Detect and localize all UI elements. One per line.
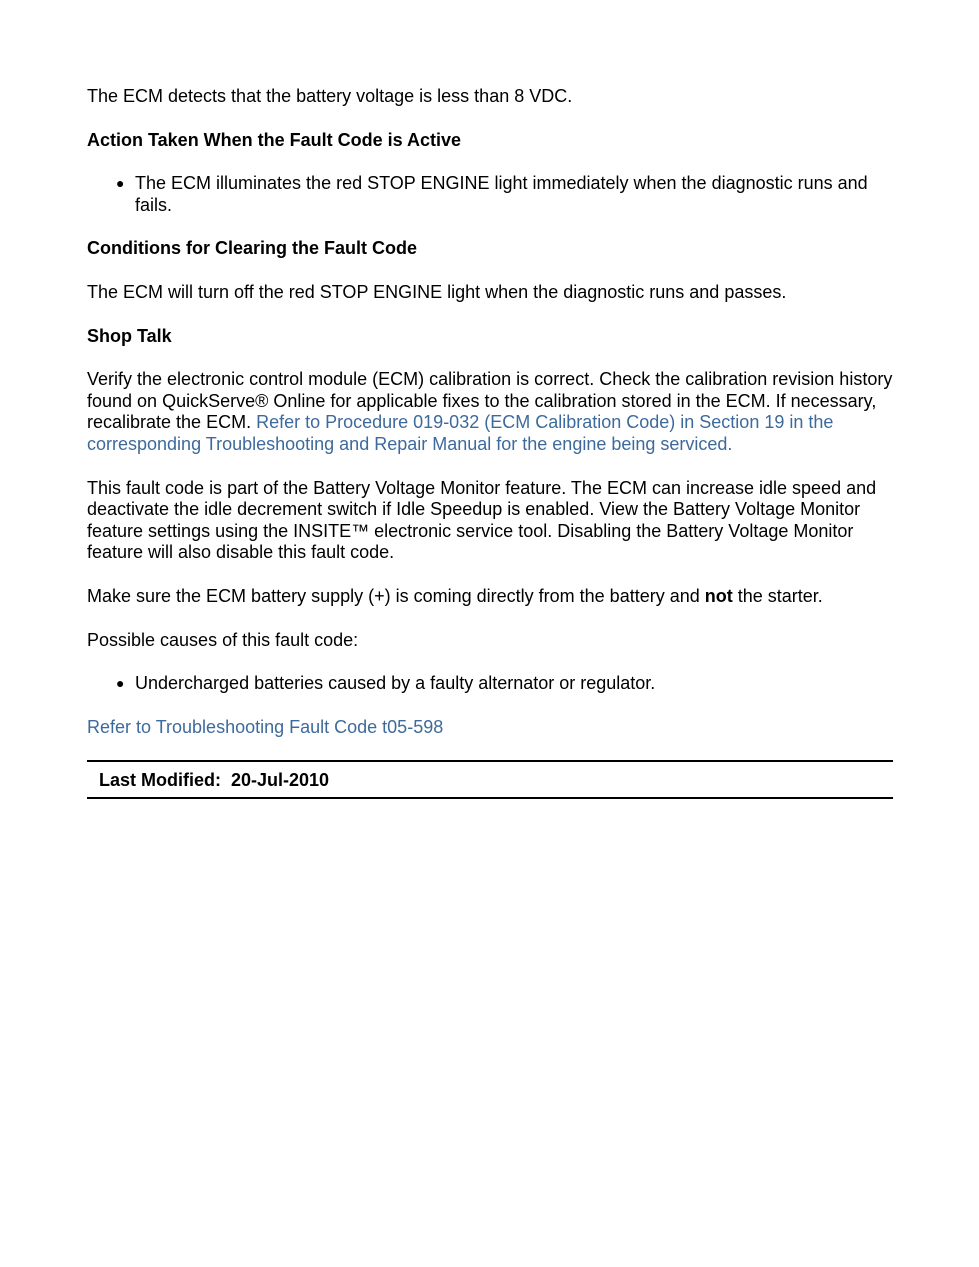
intro-text: The ECM detects that the battery voltage is less than 8 VDC.: [87, 86, 573, 106]
troubleshooting-link[interactable]: Refer to Troubleshooting Fault Code t05-598: [87, 716, 444, 737]
battery-supply-paragraph: [87, 586, 893, 608]
list-item: [87, 173, 893, 216]
calibration-paragraph: [87, 369, 893, 455]
bullet-icon: ●: [116, 175, 125, 192]
clearing-text: The ECM will turn off the red STOP ENGINE light when the diagnostic runs and passes.: [87, 281, 787, 302]
battery-monitor-paragraph: This fault code is part of the Battery Voltage Monitor feature. The ECM can increase idle speed and deactivate the idle decrement switch if Idle Speedup is enabled. View the Battery Voltage Monitor feature settings using the INSITE™ electronic service tool. Disabling the Battery Voltage Monitor feature will also disable this fault code.: [87, 477, 877, 563]
document-page: [87, 86, 893, 799]
shop-talk-heading: Shop Talk: [87, 325, 172, 346]
supply-text-bold: not: [704, 585, 733, 606]
causes-intro: Possible causes of this fault code:: [87, 629, 359, 650]
list-item: [87, 673, 893, 695]
last-modified-label: Last Modified:: [99, 770, 221, 791]
last-modified-date: 20-Jul-2010: [231, 770, 330, 791]
action-item-text: The ECM illuminates the red STOP ENGINE light immediately when the diagnostic runs and fails.: [135, 173, 868, 215]
procedure-link[interactable]: Refer to Procedure 019-032 (ECM Calibration Code) in Section 19 in the corresponding Troubleshooting and Repair Manual for the engine being serviced.: [87, 412, 834, 454]
causes-list: [87, 673, 893, 695]
supply-text-after: the starter.: [732, 585, 823, 606]
cause-item-text: Undercharged batteries caused by a faulty alternator or regulator.: [135, 673, 656, 694]
bullet-icon: ●: [116, 675, 125, 692]
supply-text-before: Make sure the ECM battery supply (+) is coming directly from the battery and: [87, 585, 705, 606]
calibration-text: Verify the electronic control module (ECM) calibration is correct. Check the calibration revision history found on QuickServe® Online for applicable fixes to the calibration stored in the ECM. If necessary, recalibrate the ECM.: [87, 369, 893, 433]
action-list: [87, 173, 893, 216]
action-heading: Action Taken When the Fault Code is Active: [87, 129, 462, 150]
last-modified-bar: [87, 760, 893, 799]
clearing-heading: Conditions for Clearing the Fault Code: [87, 238, 417, 259]
